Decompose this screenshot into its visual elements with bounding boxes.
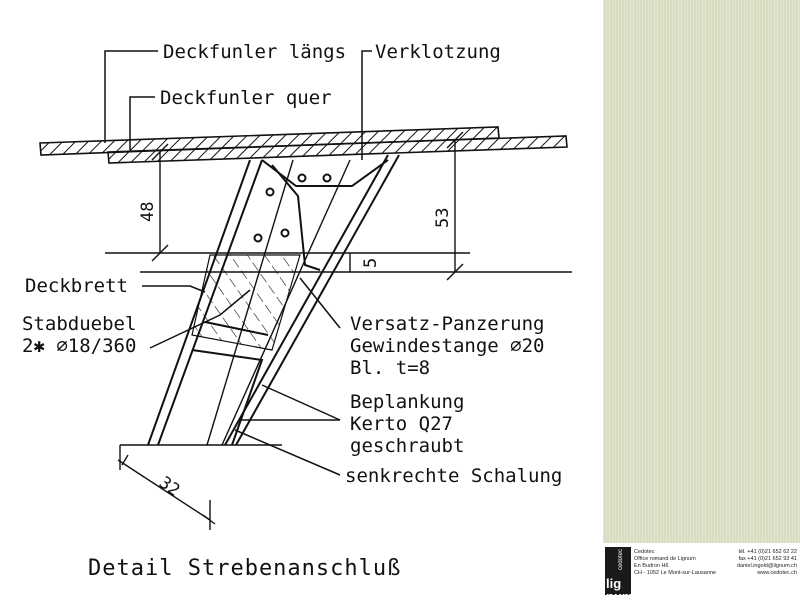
label-verklotzung: Verklotzung <box>375 41 501 63</box>
email-link[interactable]: daniel.ingold@lignum.ch <box>736 563 797 569</box>
logo-vertical-text: cedotec <box>618 549 624 571</box>
address-line: Office romand de Lignum <box>634 556 696 562</box>
lignum-logo <box>605 547 634 604</box>
dim-32: 32 <box>155 472 184 501</box>
label-beplankung: Beplankung <box>350 391 465 413</box>
footer-contact <box>603 543 800 604</box>
label-stabduebel-spec: 2✱ ⌀18/360 <box>22 335 137 357</box>
dim-5: 5 <box>361 257 381 268</box>
textured-side-panel <box>603 0 800 600</box>
label-senkrechte-schalung: senkrechte Schalung <box>345 465 563 487</box>
address-line: CH - 1052 Le Mont-sur-Lausanne <box>634 570 716 576</box>
logo-text: lig num <box>606 576 634 604</box>
label-deckbrett: Deckbrett <box>25 275 128 297</box>
contact-block <box>737 549 797 577</box>
address-block <box>634 549 716 577</box>
dim-53: 53 <box>433 207 453 228</box>
address-line: En Budron H6 <box>634 563 669 569</box>
dim-48: 48 <box>138 201 158 222</box>
label-blech: Bl. t=8 <box>350 357 431 379</box>
fax-line: fax +41 (0)21 652 93 41 <box>738 556 797 562</box>
label-kerto: Kerto Q27 <box>350 413 453 435</box>
label-deckfurnier-laengs: Deckfunler längs <box>163 41 347 63</box>
drawing-title: Detail Strebenanschluß <box>88 556 402 581</box>
label-geschraubt: geschraubt <box>350 435 465 457</box>
website-link[interactable]: www.cedotec.ch <box>757 570 797 576</box>
address-line: Cedotec <box>634 549 655 555</box>
label-versatz-panzerung: Versatz-Panzerung <box>350 313 545 335</box>
label-stabduebel: Stabduebel <box>22 313 137 335</box>
label-deckfurnier-quer: Deckfunler quer <box>160 87 332 109</box>
label-gewindestange: Gewindestange ⌀20 <box>350 335 545 357</box>
phone-line: tél. +41 (0)21 652 62 22 <box>738 549 797 555</box>
